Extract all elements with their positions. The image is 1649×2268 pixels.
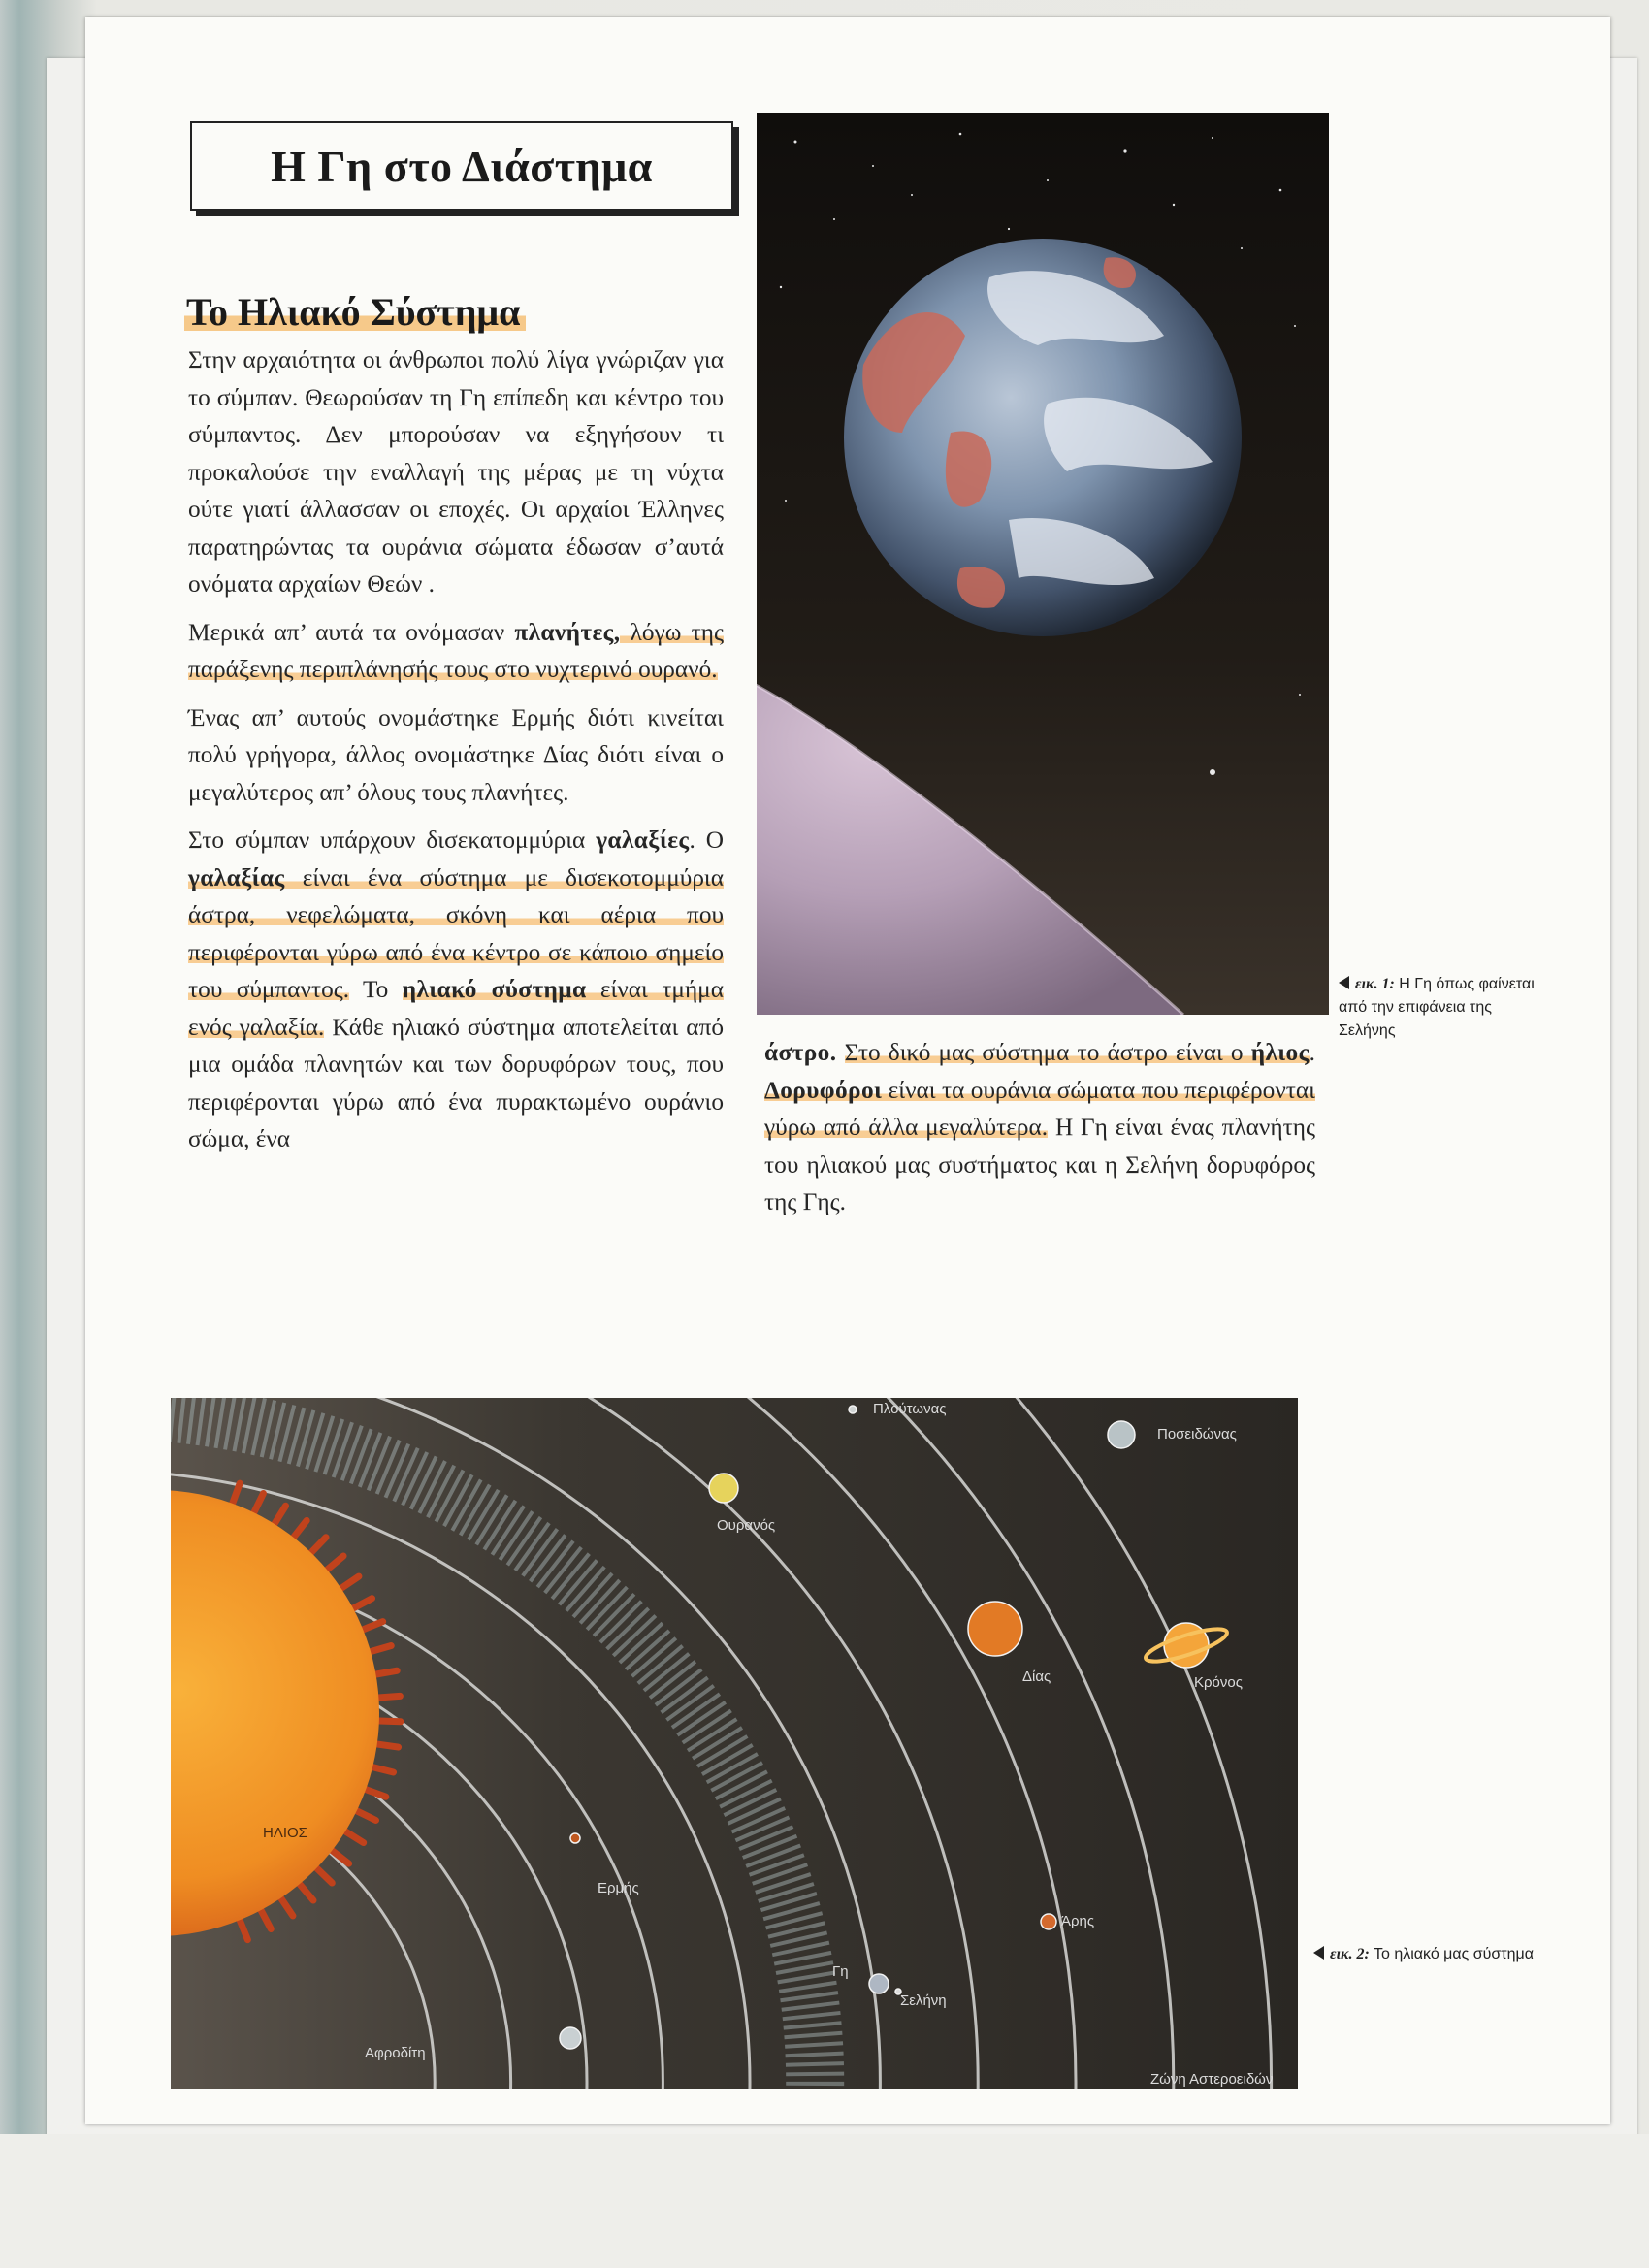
- paragraph: [188, 341, 724, 603]
- scanner-bottom-strip: [0, 2134, 1649, 2268]
- bold-term: γαλαξίες: [596, 826, 690, 854]
- planet-uranus: [709, 1474, 738, 1503]
- label-earth: Γη: [832, 1963, 849, 1980]
- title-box: [190, 121, 733, 211]
- text-run: λόγω της παράξενης περιπλάνησής τους στο νυχτερινό ουρανό.: [188, 618, 724, 683]
- label-sun: ΗΛΙΟΣ: [263, 1825, 307, 1841]
- figure1-caption-text: Η Γη όπως φαίνεται από την επιφάνεια της Σελήνης: [1339, 976, 1535, 1039]
- caption-arrow-icon: [1339, 976, 1349, 989]
- right-text-column: [764, 1034, 1315, 1221]
- text-run: Ένας απ’ αυτούς ονομάστηκε Ερμής διότι κινείται πολύ γρήγορα, άλλος ονομάστηκε Δίας διότι είναι ο μεγαλύτερος απ’ όλους τους πλανήτες.: [188, 703, 724, 806]
- paragraph: [188, 614, 724, 689]
- label-neptune: Ποσειδώνας: [1157, 1426, 1237, 1442]
- text-run: Κάθε ηλιακό σύστημα αποτελείται από μια ομάδα πλανητών και των δορυφόρων τους, που περιφέρονται γύρω από ένα πυρακτωμένο ουράνιο σώμα, ένα: [188, 1013, 724, 1152]
- earth-moon-illustration: [757, 113, 1329, 1015]
- paragraph: [188, 822, 724, 1158]
- figure2-caption: [1313, 1943, 1536, 1966]
- planet-earth: [869, 1974, 889, 1993]
- text-run: είναι ένα σύστημα με δισεκοτομμύρια άστρα, νεφελώματα, σκόνη και αέρια που περιφέρονται γύρω από ένα κέντρο σε κάποιο σημείο του σύμπαντος.: [188, 863, 724, 1003]
- bold-term: άστρο.: [764, 1039, 837, 1066]
- paragraph: [764, 1034, 1315, 1221]
- text-run: Στην αρχαιότητα οι άνθρωποι πολύ λίγα γνώριζαν για το σύμπαν. Θεωρούσαν τη Γη επίπεδη και κέντρο του σύμπαντος. Δεν μπορούσαν να εξηγήσουν τι προκαλούσε την εναλλαγή της μέρας με τη νύχτα ούτε γιατί άλλασσαν οι εποχές. Οι αρχαίοι Έλληνες παρατηρώντας τα ουράνια σώματα έδωσαν σ’αυτά ονόματα αρχαίων Θεών .: [188, 346, 724, 598]
- left-text-column: [188, 341, 724, 1169]
- label-uranus: Ουρανός: [717, 1517, 776, 1534]
- text-run: είναι τα ουράνια σώματα που περιφέρονται γύρω από άλλα μεγαλύτερα.: [764, 1076, 1315, 1141]
- figure2-caption-text: Το ηλιακό μας σύστημα: [1373, 1946, 1534, 1962]
- page-title: Η Γη στο Διάστημα: [271, 141, 653, 191]
- paragraph: [188, 699, 724, 812]
- text-run: Ο: [705, 826, 724, 854]
- bold-term: πλανήτες,: [514, 618, 621, 646]
- solar-system-diagram: [171, 1398, 1298, 2089]
- textbook-page: [85, 17, 1610, 2124]
- label-saturn: Κρόνος: [1194, 1674, 1243, 1691]
- planet-mercury: [570, 1833, 580, 1843]
- figure1-label: εικ. 1:: [1355, 976, 1395, 992]
- text-run: .: [1309, 1039, 1315, 1066]
- text-run: Μερικά απ’ αυτά τα ονόμασαν: [188, 618, 515, 646]
- planet-pluto: [849, 1406, 857, 1413]
- planet-venus: [560, 2027, 581, 2049]
- section-title: Το Ηλιακό Σύστημα: [184, 289, 526, 335]
- planet-jupiter: [968, 1602, 1022, 1656]
- caption-arrow-icon: [1313, 1946, 1324, 1960]
- text-run: Στο δικό μας σύστημα το άστρο είναι ο: [844, 1039, 1251, 1066]
- bold-term: Δορυφόροι: [764, 1076, 883, 1104]
- planet-neptune: [1108, 1421, 1135, 1448]
- text-run: [836, 1039, 844, 1066]
- planet-mars: [1041, 1914, 1056, 1929]
- label-venus: Αφροδίτη: [365, 2045, 426, 2061]
- label-mars: Άρης: [1061, 1913, 1095, 1929]
- bold-term: ηλιακό σύστημα: [402, 976, 587, 1003]
- figure2-label: εικ. 2:: [1330, 1946, 1370, 1962]
- label-mercury: Ερμής: [598, 1880, 639, 1896]
- bold-term: γαλαξίας: [188, 863, 285, 891]
- figure1-caption: [1339, 973, 1552, 1043]
- text-run: Η Γη είναι ένας πλανήτης του ηλιακού μας συστήματος και η Σελήνη δορυφόρος της Γης.: [764, 1114, 1316, 1215]
- text-run: Στο σύμπαν υπάρχουν δισεκατομμύρια: [188, 826, 597, 854]
- text-run: Το: [349, 976, 403, 1003]
- label-jupiter: Δίας: [1022, 1669, 1051, 1685]
- label-moon: Σελήνη: [900, 1993, 947, 2009]
- label-pluto: Πλούτωνας: [873, 1401, 947, 1417]
- bold-term: ήλιος: [1250, 1039, 1310, 1066]
- text-run: .: [689, 826, 706, 854]
- earth-from-moon-photo: [757, 113, 1329, 1015]
- solar-system-illustration: [171, 1398, 1298, 2089]
- text-run: είναι τμήμα ενός γαλαξία.: [188, 976, 724, 1041]
- label-asteroids: Ζώνη Αστεροειδών: [1150, 2071, 1274, 2088]
